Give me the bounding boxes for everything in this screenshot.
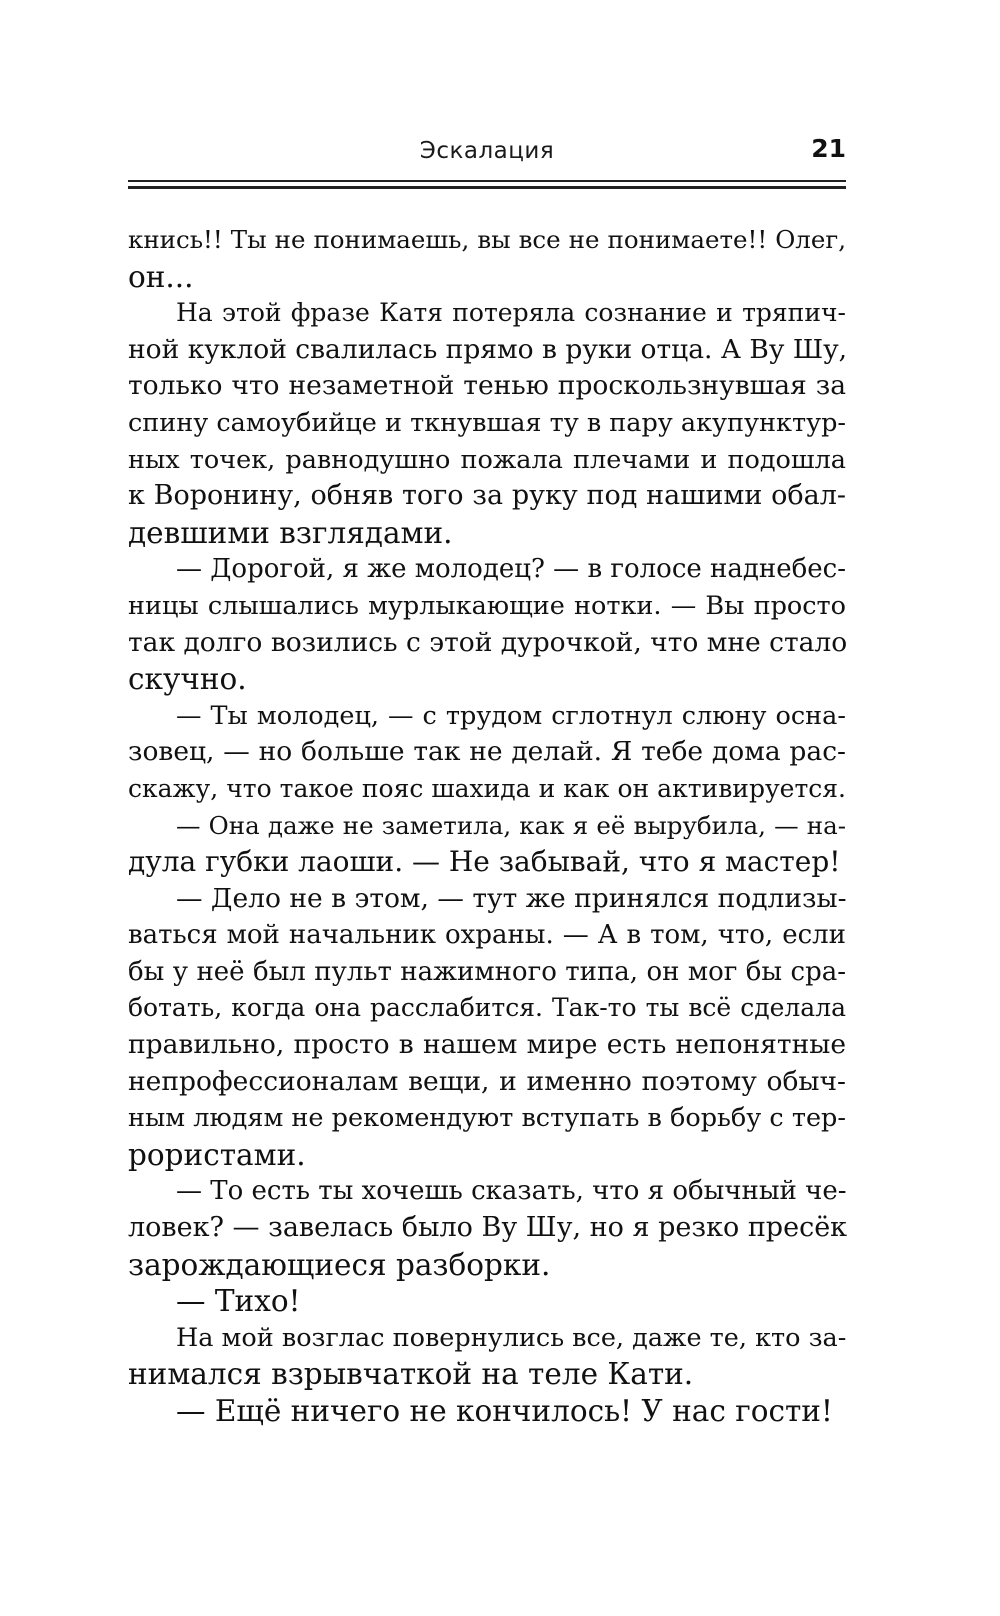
text-line: ловек? — завелась было Ву Шу, но я резко пресёк: [128, 1212, 848, 1244]
text-line: ницы слышались мурлыкающие нотки. — Вы просто: [128, 590, 846, 621]
text-line: девшими взглядами.: [128, 515, 453, 550]
text-line: зовец, — но больше так не делай. Я тебе дома рас-: [128, 736, 846, 768]
text-line: он...: [128, 259, 194, 294]
header-rule-thin: [128, 180, 846, 182]
text-line: — Ещё ничего не кончилось! У нас гости!: [176, 1394, 833, 1428]
text-line: нимался взрывчаткой на теле Кати.: [128, 1357, 694, 1392]
text-line: дула губки лаоши. — Не забывай, что я мастер!: [128, 845, 841, 879]
text-line: скажу, что такое пояс шахида и как он активируется.: [128, 773, 846, 803]
running-title: Эскалация: [419, 138, 555, 164]
text-line: — Дело не в этом, — тут же принялся подлизы-: [176, 882, 847, 914]
text-line: ной куклой свалилась прямо в руки отца. А Ву Шу,: [128, 333, 848, 365]
text-line: только что незаметной тенью проскользнувшая за: [128, 370, 846, 402]
text-line: правильно, просто в нашем мире есть непонятные: [128, 1029, 846, 1061]
text-line: — Дорогой, я же молодец? — в голосе наднебес-: [176, 554, 846, 585]
text-line: к Воронину, обняв того за руку под нашими обал-: [128, 480, 846, 512]
text-line: рористами.: [128, 1137, 306, 1172]
text-line: На этой фразе Катя потеряла сознание и тряпич-: [176, 298, 846, 328]
text-line: бы у неё был пульт нажимного типа, он мог бы сра-: [128, 956, 846, 987]
text-line: — Ты молодец, — с трудом сглотнул слюну осна-: [176, 700, 846, 731]
text-line: На мой возглас повернулись все, даже те, кто за-: [176, 1322, 847, 1353]
text-line: непрофессионалам вещи, и именно поэтому обыч-: [128, 1065, 846, 1097]
header-rule-thick: [128, 186, 846, 189]
text-line: скучно.: [128, 662, 247, 697]
body-text: [128, 222, 846, 1430]
text-line: зарождающиеся разборки.: [128, 1247, 551, 1282]
text-line: — Тихо!: [176, 1284, 301, 1319]
text-line: ным людям не рекомендуют вступать в борьбу с тер-: [128, 1103, 846, 1134]
text-line: ных точек, равнодушно пожала плечами и подошла: [128, 444, 846, 475]
text-line: — То есть ты хочешь сказать, что я обычный че-: [176, 1176, 847, 1207]
page-number: 21: [811, 134, 846, 163]
text-line: кнись!! Ты не понимаешь, вы все не понимаете!! Олег,: [128, 225, 846, 254]
text-line: спину самоубийце и ткнувшая ту в пару акупунктур-: [128, 407, 847, 438]
text-line: — Она даже не заметила, как я её вырубила, — на-: [176, 810, 846, 840]
text-line: так долго возились с этой дурочкой, что мне стало: [128, 626, 848, 658]
text-line: ваться мой начальник охраны. — А в том, что, если: [128, 920, 846, 951]
text-line: ботать, когда она расслабится. Так-то ты всё сделала: [128, 993, 846, 1023]
page-header: [128, 132, 846, 172]
